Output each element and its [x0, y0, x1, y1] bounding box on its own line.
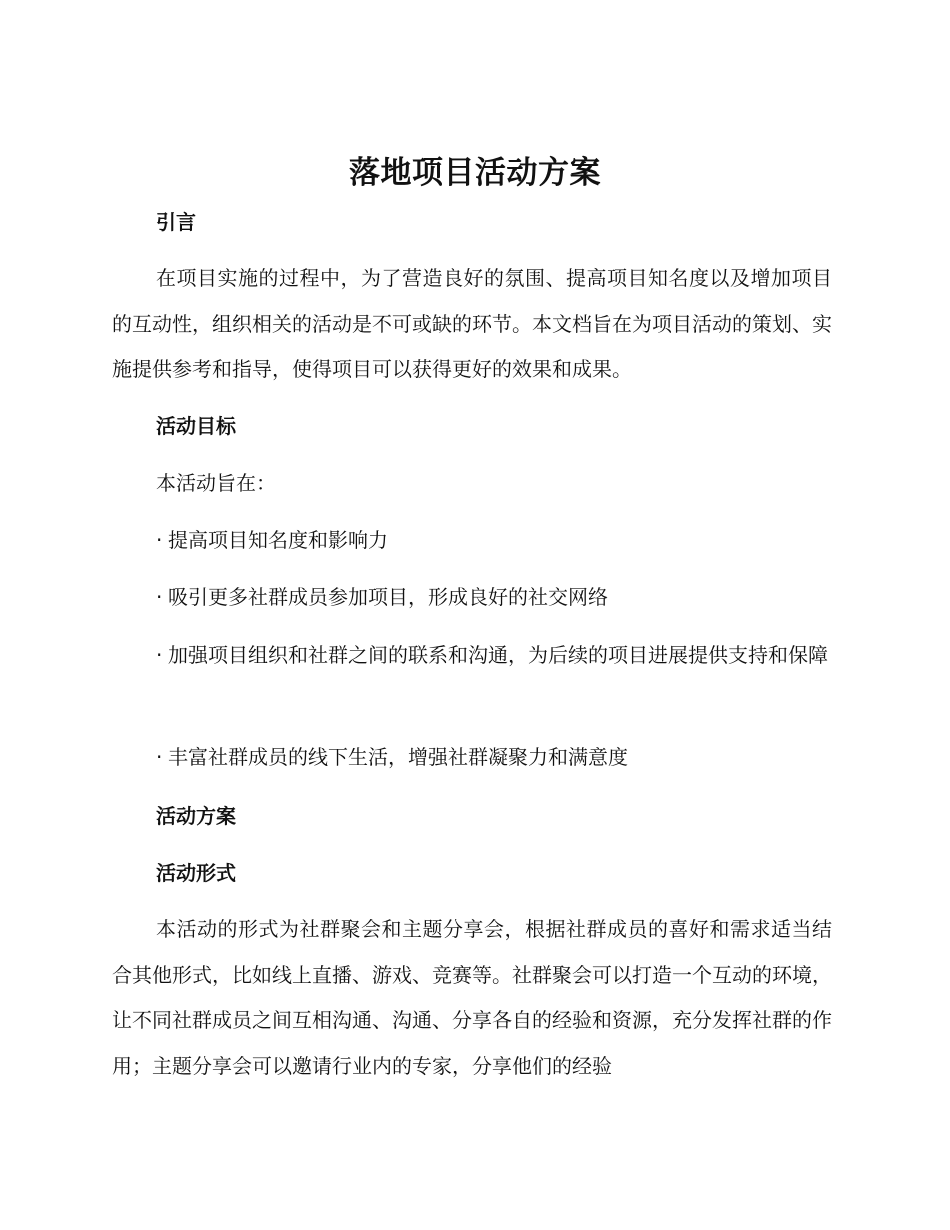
- goal-item-1: [112, 518, 832, 564]
- goal-item-text: 丰富社群成员的线下生活，增强社群凝聚力和满意度: [168, 745, 628, 769]
- goal-item-4: [112, 735, 832, 781]
- goal-item-2: [112, 575, 832, 621]
- section-heading-intro: 引言: [156, 210, 196, 234]
- format-paragraph: 本活动的形式为社群聚会和主题分享会，根据社群成员的喜好和需求适当结合其他形式，比如线上直播、游戏、竞赛等。社群聚会可以打造一个互动的环境，让不同社群成员之间互相沟通、沟通、分享各自的经验和资源，充分发挥社群的作用；主题分享会可以邀请行业内的专家，分享他们的经验: [112, 917, 832, 1078]
- goals-intro-text: 本活动旨在：: [156, 471, 276, 495]
- section-heading-plan: 活动方案: [156, 804, 236, 828]
- goal-item-3: [112, 633, 832, 679]
- bullet-icon: ·: [156, 528, 163, 552]
- goal-item-text: 加强项目组织和社群之间的联系和沟通，为后续的项目进展提供支持和保障: [168, 643, 828, 667]
- document-title: 落地项目活动方案: [349, 155, 601, 191]
- goal-item-text: 吸引更多社群成员参加项目，形成良好的社交网络: [168, 585, 608, 609]
- bullet-icon: ·: [156, 745, 163, 769]
- goal-item-text: 提高项目知名度和影响力: [168, 528, 388, 552]
- section-heading-format: 活动形式: [156, 861, 236, 885]
- bullet-icon: ·: [156, 585, 163, 609]
- bullet-icon: ·: [156, 643, 163, 667]
- section-heading-goals: 活动目标: [156, 414, 236, 438]
- intro-paragraph: 在项目实施的过程中，为了营造良好的氛围、提高项目知名度以及增加项目的互动性，组织相关的活动是不可或缺的环节。本文档旨在为项目活动的策划、实施提供参考和指导，使得项目可以获得更好的效果和成果。: [112, 266, 832, 381]
